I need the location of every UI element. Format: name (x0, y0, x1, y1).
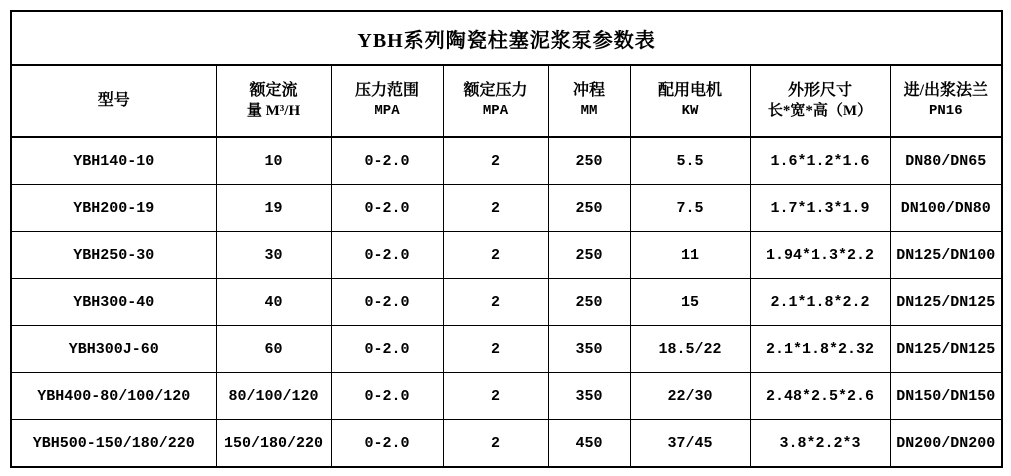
cell-flow: 10 (216, 137, 331, 185)
column-header-rated-flow (216, 65, 331, 137)
column-header-rated-flow-unit: 量 M³/H (246, 103, 301, 120)
table-row (11, 420, 1002, 468)
table-title: YBH系列陶瓷柱塞泥浆泵参数表 (11, 11, 1002, 65)
cell-motor: 15 (630, 279, 750, 326)
column-header-stroke (548, 65, 630, 137)
cell-flow: 60 (216, 326, 331, 373)
cell-flange: DN100/DN80 (890, 185, 1002, 232)
cell-pressure-range: 0-2.0 (331, 420, 443, 468)
column-header-model (11, 65, 216, 137)
cell-pressure-range: 0-2.0 (331, 279, 443, 326)
cell-stroke: 350 (548, 373, 630, 420)
column-header-stroke-unit: MM (580, 103, 598, 120)
column-header-model-main: 型号 (97, 92, 130, 109)
column-header-rated-pressure-unit: MPA (482, 103, 509, 120)
cell-pressure-range: 0-2.0 (331, 232, 443, 279)
column-header-motor (630, 65, 750, 137)
cell-motor: 7.5 (630, 185, 750, 232)
cell-model: YBH300J-60 (11, 326, 216, 373)
column-header-row (11, 65, 1002, 137)
column-header-rated-pressure-main: 额定压力 (463, 82, 528, 100)
cell-model: YBH400-80/100/120 (11, 373, 216, 420)
cell-pressure-range: 0-2.0 (331, 137, 443, 185)
cell-stroke: 250 (548, 279, 630, 326)
column-header-stroke-main: 冲程 (572, 82, 605, 100)
parameter-table (10, 10, 1003, 468)
cell-dimensions: 1.6*1.2*1.6 (750, 137, 890, 185)
title-row (11, 11, 1002, 65)
column-header-flange (890, 65, 1002, 137)
column-header-rated-flow-main: 额定流 (249, 82, 298, 100)
cell-flange: DN125/DN125 (890, 279, 1002, 326)
table-row (11, 137, 1002, 185)
cell-dimensions: 3.8*2.2*3 (750, 420, 890, 468)
column-header-pressure-range-main: 压力范围 (354, 82, 419, 100)
cell-pressure-range: 0-2.0 (331, 373, 443, 420)
cell-model: YBH140-10 (11, 137, 216, 185)
column-header-motor-main: 配用电机 (657, 82, 722, 100)
column-header-pressure-range-unit: MPA (374, 103, 400, 120)
cell-flow: 19 (216, 185, 331, 232)
parameter-sheet (10, 10, 1001, 466)
cell-rated-pressure: 2 (443, 373, 548, 420)
cell-dimensions: 2.1*1.8*2.2 (750, 279, 890, 326)
cell-pressure-range: 0-2.0 (331, 185, 443, 232)
cell-stroke: 450 (548, 420, 630, 468)
column-header-dimensions-detail: 长*宽*高（M） (767, 103, 873, 120)
cell-dimensions: 2.1*1.8*2.32 (750, 326, 890, 373)
cell-flow: 40 (216, 279, 331, 326)
cell-flange: DN125/DN100 (890, 232, 1002, 279)
cell-rated-pressure: 2 (443, 185, 548, 232)
cell-dimensions: 2.48*2.5*2.6 (750, 373, 890, 420)
cell-dimensions: 1.94*1.3*2.2 (750, 232, 890, 279)
cell-rated-pressure: 2 (443, 279, 548, 326)
cell-flange: DN80/DN65 (890, 137, 1002, 185)
cell-stroke: 250 (548, 232, 630, 279)
cell-stroke: 250 (548, 137, 630, 185)
cell-motor: 11 (630, 232, 750, 279)
cell-stroke: 250 (548, 185, 630, 232)
cell-model: YBH200-19 (11, 185, 216, 232)
column-header-rated-pressure (443, 65, 548, 137)
cell-flow: 80/100/120 (216, 373, 331, 420)
cell-stroke: 350 (548, 326, 630, 373)
cell-flow: 150/180/220 (216, 420, 331, 468)
cell-model: YBH250-30 (11, 232, 216, 279)
table-row (11, 232, 1002, 279)
cell-model: YBH500-150/180/220 (11, 420, 216, 468)
cell-flange: DN200/DN200 (890, 420, 1002, 468)
table-row (11, 373, 1002, 420)
column-header-motor-unit: KW (681, 103, 699, 120)
cell-rated-pressure: 2 (443, 420, 548, 468)
cell-motor: 22/30 (630, 373, 750, 420)
cell-motor: 37/45 (630, 420, 750, 468)
column-header-flange-spec: PN16 (928, 103, 963, 120)
cell-rated-pressure: 2 (443, 326, 548, 373)
table-row (11, 185, 1002, 232)
cell-flange: DN150/DN150 (890, 373, 1002, 420)
cell-motor: 18.5/22 (630, 326, 750, 373)
cell-rated-pressure: 2 (443, 232, 548, 279)
cell-pressure-range: 0-2.0 (331, 326, 443, 373)
cell-rated-pressure: 2 (443, 137, 548, 185)
cell-flow: 30 (216, 232, 331, 279)
cell-dimensions: 1.7*1.3*1.9 (750, 185, 890, 232)
cell-flange: DN125/DN125 (890, 326, 1002, 373)
cell-motor: 5.5 (630, 137, 750, 185)
column-header-dimensions (750, 65, 890, 137)
table-row (11, 326, 1002, 373)
cell-model: YBH300-40 (11, 279, 216, 326)
column-header-pressure-range (331, 65, 443, 137)
column-header-flange-main: 进/出浆法兰 (903, 82, 989, 100)
table-row (11, 279, 1002, 326)
column-header-dimensions-main: 外形尺寸 (787, 82, 852, 100)
